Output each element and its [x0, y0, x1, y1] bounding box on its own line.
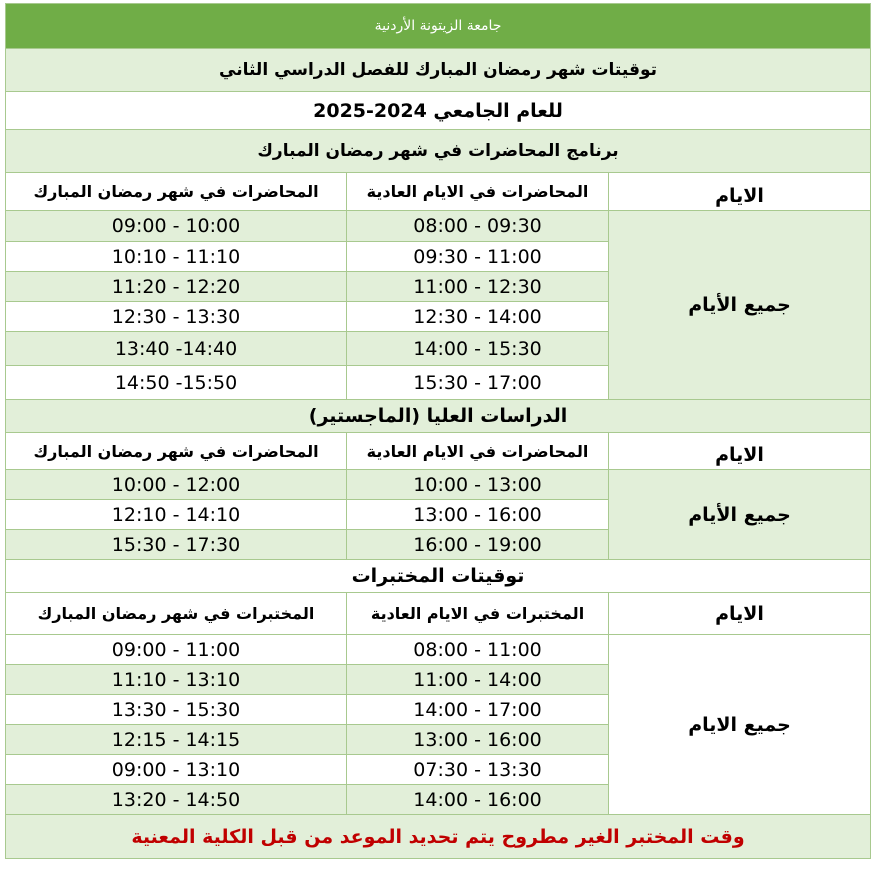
university-name: جامعة الزيتونة الأردنية — [374, 18, 502, 34]
lectures-days-label: جميع الأيام — [609, 211, 871, 400]
graduate-regular-time: 13:00 - 16:00 — [347, 500, 609, 530]
graduate-regular-time: 10:00 - 13:00 — [347, 470, 609, 500]
lectures-col-regular: المحاضرات في الايام العادية — [347, 173, 609, 211]
academic-year — [6, 92, 871, 130]
lectures-regular-time: 09:30 - 11:00 — [347, 242, 609, 272]
labs-regular-time: 07:30 - 13:30 — [347, 755, 609, 785]
labs-ramadan-time: 13:30 - 15:30 — [6, 695, 347, 725]
labs-col-days: الايام — [609, 593, 871, 635]
graduate-col-days: الايام — [609, 433, 871, 470]
ramadan-schedule-table — [5, 3, 871, 859]
graduate-col-ramadan: المحاضرات في شهر رمضان المبارك — [6, 433, 347, 470]
labs-ramadan-time: 09:00 - 11:00 — [6, 635, 347, 665]
lectures-col-ramadan: المحاضرات في شهر رمضان المبارك — [6, 173, 347, 211]
labs-ramadan-time: 09:00 - 13:10 — [6, 755, 347, 785]
graduate-regular-time: 16:00 - 19:00 — [347, 530, 609, 560]
lectures-regular-time: 11:00 - 12:30 — [347, 272, 609, 302]
graduate-col-regular: المحاضرات في الايام العادية — [347, 433, 609, 470]
labs-section-heading: توقيتات المختبرات — [6, 560, 871, 593]
schedule-title: توقيتات شهر رمضان المبارك للفصل الدراسي الثاني — [6, 49, 871, 92]
labs-ramadan-time: 12:15 - 14:15 — [6, 725, 347, 755]
graduate-days-label: جميع الأيام — [609, 470, 871, 560]
graduate-section-heading: الدراسات العليا (الماجستير) — [6, 400, 871, 433]
lab-scheduling-note: وقت المختبر الغير مطروح يتم تحديد الموعد من قبل الكلية المعنية — [6, 815, 871, 859]
lectures-regular-time: 15:30 - 17:00 — [347, 366, 609, 400]
lectures-regular-time: 08:00 - 09:30 — [347, 211, 609, 242]
labs-regular-time: 13:00 - 16:00 — [347, 725, 609, 755]
labs-regular-time: 08:00 - 11:00 — [347, 635, 609, 665]
labs-regular-time: 14:00 - 17:00 — [347, 695, 609, 725]
labs-ramadan-time: 11:10 - 13:10 — [6, 665, 347, 695]
university-header — [6, 4, 871, 49]
lectures-ramadan-time: 14:50 -15:50 — [6, 366, 347, 400]
lectures-ramadan-time: 09:00 - 10:00 — [6, 211, 347, 242]
graduate-ramadan-time: 10:00 - 12:00 — [6, 470, 347, 500]
lectures-regular-time: 14:00 - 15:30 — [347, 332, 609, 366]
lectures-ramadan-time: 10:10 - 11:10 — [6, 242, 347, 272]
labs-col-ramadan: المختبرات في شهر رمضان المبارك — [6, 593, 347, 635]
lectures-col-days: الايام — [609, 173, 871, 211]
lectures-ramadan-time: 12:30 - 13:30 — [6, 302, 347, 332]
labs-regular-time: 14:00 - 16:00 — [347, 785, 609, 815]
labs-ramadan-time: 13:20 - 14:50 — [6, 785, 347, 815]
graduate-ramadan-time: 15:30 - 17:30 — [6, 530, 347, 560]
graduate-ramadan-time: 12:10 - 14:10 — [6, 500, 347, 530]
labs-regular-time: 11:00 - 14:00 — [347, 665, 609, 695]
lectures-regular-time: 12:30 - 14:00 — [347, 302, 609, 332]
lectures-ramadan-time: 13:40 -14:40 — [6, 332, 347, 366]
labs-col-regular: المختبرات في الايام العادية — [347, 593, 609, 635]
lectures-ramadan-time: 11:20 - 12:20 — [6, 272, 347, 302]
academic-year-text: للعام الجامعي 2024-2025 — [313, 99, 563, 122]
lectures-section-heading: برنامج المحاضرات في شهر رمضان المبارك — [6, 130, 871, 173]
labs-days-label: جميع الايام — [609, 635, 871, 815]
